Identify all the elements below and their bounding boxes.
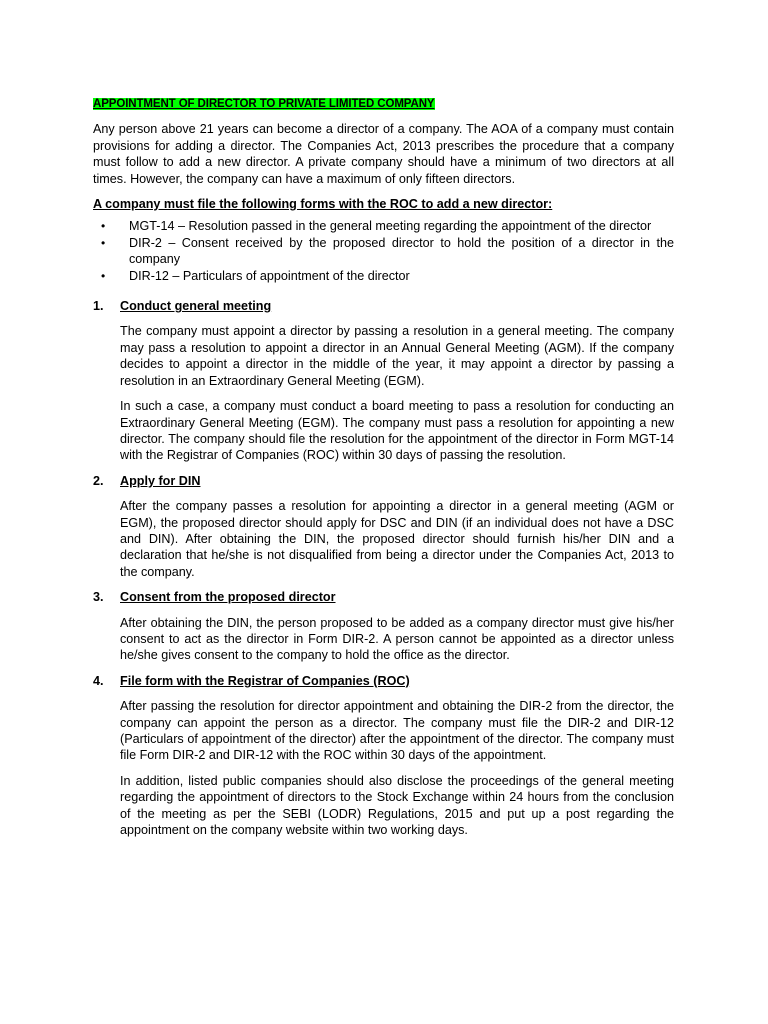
bullet-icon: •	[101, 219, 106, 234]
step-heading	[93, 298, 674, 314]
bullet-icon: •	[101, 235, 106, 250]
step-number: 3.	[93, 590, 104, 605]
step-paragraph: The company must appoint a director by passing a resolution in a general meeting. The company may pass a resolution to appoint a director in an Annual General Meeting (AGM). If the company decides to appoint a director in the middle of the year, it may appoint a director by passing a resolution in an Extraordinary General Meeting (EGM).	[120, 324, 674, 388]
step-4	[93, 673, 674, 839]
step-title: Consent from the proposed director	[120, 590, 336, 605]
step-paragraph: In such a case, a company must conduct a board meeting to pass a resolution for conducting an Extraordinary General Meeting (EGM). The company must pass a resolution for appointing a new director. The company should file the resolution for the appointment of the director in Form MGT-14 with the Registrar of Companies (ROC) within 30 days of passing the resolution.	[120, 399, 674, 463]
title-block	[93, 95, 674, 112]
step-2	[93, 473, 674, 580]
step-3	[93, 589, 674, 664]
step-heading	[93, 589, 674, 605]
forms-list	[93, 218, 674, 284]
step-title: File form with the Registrar of Companies (ROC)	[120, 673, 410, 688]
step-paragraph: After passing the resolution for director appointment and obtaining the DIR-2 from the director, the company can appoint the person as a director. The company must file the DIR-2 and DIR-12 (Particulars of appointment of the director) after the appointment of the director. The company must file Form DIR-2 and DIR-12 with the ROC within 30 days of the appointment.	[120, 699, 674, 763]
document-title: APPOINTMENT OF DIRECTOR TO PRIVATE LIMITED COMPANY	[93, 98, 435, 110]
step-number: 4.	[93, 673, 104, 688]
forms-heading: A company must file the following forms with the ROC to add a new director:	[93, 197, 553, 212]
step-1	[93, 298, 674, 464]
step-paragraph: After obtaining the DIN, the person proposed to be added as a company director must give his/her consent to act as the director in Form DIR-2. A person cannot be appointed as a director unless he/she gives consent to the company to hold the office as the director.	[120, 615, 674, 663]
step-body	[93, 323, 674, 463]
document-page	[93, 95, 674, 847]
step-heading	[93, 673, 674, 689]
step-number: 1.	[93, 299, 104, 314]
step-body	[93, 698, 674, 838]
list-item	[93, 218, 674, 234]
form-text: MGT-14 – Resolution passed in the general meeting regarding the appointment of the director	[129, 219, 652, 234]
intro-paragraph: Any person above 21 years can become a director of a company. The AOA of a company must contain provisions for adding a director. The Companies Act, 2013 prescribes the procedure that a company must follow to add a new director. A private company should have a minimum of two directors at all times. However, the company can have a maximum of only fifteen directors.	[93, 122, 674, 186]
step-title: Apply for DIN	[120, 473, 201, 488]
step-title: Conduct general meeting	[120, 299, 272, 314]
list-item	[93, 235, 674, 268]
step-heading	[93, 473, 674, 489]
bullet-icon: •	[101, 268, 106, 283]
form-text: DIR-2 – Consent received by the proposed director to hold the position of a director in the company	[129, 235, 674, 267]
step-paragraph: In addition, listed public companies should also disclose the proceedings of the general meeting regarding the appointment of directors to the Stock Exchange within 24 hours from the conclusion of the meeting as per the SEBI (LODR) Regulations, 2015 and put up a post regarding the appointment on the company website within two working days.	[120, 773, 674, 838]
step-body	[93, 498, 674, 580]
form-text: DIR-12 – Particulars of appointment of the director	[129, 268, 410, 283]
step-body	[93, 615, 674, 664]
step-number: 2.	[93, 473, 104, 488]
list-item	[93, 268, 674, 284]
step-paragraph: After the company passes a resolution for appointing a director in a general meeting (AGM or EGM), the proposed director should apply for DSC and DIN (if an individual does not have a DSC and DIN). After obtaining the DIN, the proposed director should furnish his/her DIN and a declaration that he/she is not disqualified from being a director under the Companies Act, 2013 to the company.	[120, 499, 674, 579]
